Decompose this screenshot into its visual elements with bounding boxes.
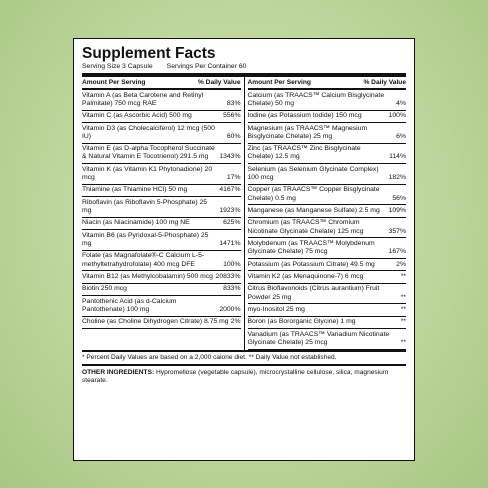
nutrient-row — [82, 317, 241, 329]
nutrient-name: myo-Inositol 25 mg — [247, 305, 305, 313]
nutrient-name: Folate (as Magnafolate®-C Calcium L-5-methyltetrahydrofolate) 400 mcg DFE — [82, 252, 205, 268]
nutrient-name: Niacin (as Niacinamide) 100 mg NE — [82, 219, 190, 227]
nutrient-daily-value: ** — [400, 293, 406, 301]
nutrient-daily-value: 1923% — [219, 206, 241, 214]
nutrient-name: Vitamin B12 (as Methylcobalamin) 500 mcg — [82, 272, 213, 280]
nutrient-daily-value: 4167% — [219, 186, 241, 194]
nutrient-row — [82, 197, 241, 218]
nutrient-name: Vitamin B6 (as Pyridoxal-5-Phosphate) 25 mg — [82, 231, 209, 247]
nutrient-name: Vitamin D3 (as Cholecalciferol) 12 mcg (500 IU) — [82, 124, 215, 140]
nutrient-daily-value: 556% — [223, 112, 241, 120]
right-column-header — [248, 77, 407, 90]
nutrient-row — [248, 304, 407, 316]
nutrient-daily-value: 100% — [223, 260, 241, 268]
panel-title: Supplement Facts — [82, 45, 216, 62]
nutrient-daily-value: ** — [400, 318, 406, 326]
nutrient-daily-value: 114% — [389, 153, 406, 161]
nutrient-name: Choline (as Choline Dihydrogen Citrate) 8.75 mg — [82, 318, 229, 326]
nutrient-daily-value: 83% — [226, 99, 241, 107]
nutrient-daily-value: 60% — [226, 132, 241, 140]
nutrient-name: Molybdenum (as TRAACS™ Molybdenum Glycinate Chelate) 75 mcg — [247, 239, 375, 256]
nutrient-daily-value: 100% — [388, 112, 406, 120]
other-ingredients-label: OTHER INGREDIENTS: — [82, 368, 155, 376]
nutrient-row — [82, 164, 241, 185]
nutrient-name: Potassium (as Potassium Citrate) 49.5 mg — [247, 260, 375, 268]
left-column-header — [82, 77, 241, 90]
nutrient-daily-value: 17% — [226, 173, 241, 181]
nutrient-row — [248, 144, 407, 165]
nutrient-daily-value: 833% — [223, 285, 241, 293]
nutrient-daily-value: 56% — [392, 194, 406, 202]
nutrient-name: Selenium (as Selenium Glycinate Complex) 100 mcg — [247, 165, 379, 181]
nutrient-daily-value: ** — [400, 338, 406, 346]
nutrient-row — [248, 238, 407, 259]
nutrient-daily-value: 2% — [230, 318, 241, 326]
serving-info — [82, 62, 406, 71]
nutrient-name: Citrus Bioflavonoids (Citrus aurantium) Fruit Powder 25 mg — [247, 285, 380, 301]
nutrient-row — [82, 218, 241, 230]
nutrient-columns — [82, 77, 406, 350]
nutrient-row — [82, 144, 241, 165]
other-ingredients — [82, 366, 406, 386]
nutrient-row — [82, 111, 241, 123]
right-nutrient-list — [248, 90, 407, 350]
nutrient-row — [248, 205, 407, 217]
nutrient-name: Boron (as Bororganic Glycine) 1 mg — [247, 318, 356, 326]
nutrient-row — [82, 296, 241, 317]
nutrient-row — [248, 218, 407, 239]
nutrient-name: Magnesium (as TRAACS™ Magnesium Bisglycinate Chelate) 25 mg — [247, 124, 368, 140]
nutrient-daily-value: 109% — [388, 206, 406, 214]
nutrient-row — [248, 329, 407, 350]
other-ingredients-text: Hypromellose (vegetable capsule), microcrystalline cellulose, silica, magnesium stearate. — [82, 368, 389, 385]
nutrient-name: Riboflavin (as Riboflavin 5-Phosphate) 25 mg — [82, 198, 208, 214]
nutrient-daily-value: 1471% — [219, 239, 241, 247]
nutrient-name: Vanadium (as TRAACS™ Vanadium Nicotinate Glycinate Chelate) 25 mcg — [247, 330, 390, 346]
nutrient-daily-value: ** — [400, 305, 406, 313]
nutrient-row — [82, 185, 241, 197]
nutrient-daily-value: 2000% — [219, 305, 241, 313]
right-column — [245, 77, 407, 350]
left-nutrient-list — [82, 90, 241, 329]
nutrient-row — [82, 284, 241, 296]
nutrient-row — [248, 284, 407, 305]
daily-value-header: % Daily Value — [363, 79, 406, 86]
nutrient-row — [248, 164, 407, 185]
nutrient-name: Zinc (as TRAACS™ Zinc Bisglycinate Chelate) 12.5 mg — [247, 145, 361, 161]
daily-value-header: % Daily Value — [197, 79, 241, 86]
daily-value-footnote: * Percent Daily Values are based on a 2,000 calorie diet. ** Daily Value not established. — [82, 350, 406, 366]
nutrient-daily-value: 625% — [223, 219, 241, 227]
nutrient-daily-value: 1343% — [219, 153, 241, 161]
nutrient-name: Biotin 250 mcg — [82, 285, 127, 293]
nutrient-name: Calcium (as TRAACS™ Calcium Bisglycinate Chelate) 50 mg — [247, 91, 385, 107]
left-column — [82, 77, 245, 350]
nutrient-name: Vitamin E (as D-alpha Tocopherol Succinate & Natural Vitamin E Tocotrienol) 291.5 mg — [82, 145, 215, 161]
nutrient-daily-value: 20833% — [215, 272, 241, 280]
nutrient-name: Pantothenic Acid (as d-Calcium Pantothenate) 100 mg — [82, 297, 177, 313]
nutrient-row — [248, 259, 407, 271]
nutrient-name: Copper (as TRAACS™ Copper Bisglycinate Chelate) 0.5 mg — [247, 186, 380, 202]
nutrient-name: Vitamin K2 (as Menaquinone-7) 6 mcg — [247, 272, 364, 280]
nutrient-daily-value: 357% — [388, 227, 406, 235]
nutrient-row — [82, 90, 241, 111]
nutrient-row — [82, 230, 241, 251]
nutrient-row — [82, 123, 241, 144]
nutrient-row — [248, 317, 407, 329]
nutrient-name: Thiamine (as Thiamine HCl) 50 mg — [82, 186, 188, 194]
nutrient-name: Chromium (as TRAACS™ Chromium Nicotinate Glycinate Chelate) 125 mcg — [247, 219, 364, 235]
nutrient-name: Manganese (as Manganese Sulfate) 2.5 mg — [247, 206, 380, 214]
nutrient-row — [248, 123, 407, 144]
nutrient-daily-value: 167% — [388, 248, 406, 256]
nutrient-name: Vitamin A (as Beta Carotene and Retinyl Palmitate) 750 mcg RAE — [82, 91, 204, 107]
nutrient-row — [248, 111, 407, 123]
nutrient-daily-value: ** — [400, 272, 406, 280]
nutrient-name: Vitamin C (as Ascorbic Acid) 500 mg — [82, 112, 192, 120]
nutrient-daily-value: 4% — [396, 99, 406, 107]
nutrient-daily-value: 2% — [396, 260, 406, 268]
nutrient-row — [248, 185, 407, 206]
nutrient-row — [82, 271, 241, 283]
serving-size: Serving Size 3 Capsule — [82, 63, 153, 70]
nutrient-daily-value: 6% — [396, 132, 406, 140]
amount-per-serving-header: Amount Per Serving — [247, 79, 311, 86]
nutrient-name: Iodine (as Potassium Iodide) 150 mcg — [247, 112, 362, 120]
supplement-facts-panel — [73, 38, 415, 461]
servings-per-container: Servings Per Container 60 — [166, 63, 247, 70]
nutrient-row — [248, 271, 407, 283]
nutrient-name: Vitamin K (as Vitamin K1 Phytonadione) 20 mcg — [82, 165, 213, 181]
nutrient-row — [82, 251, 241, 272]
nutrient-row — [248, 90, 407, 111]
amount-per-serving-header: Amount Per Serving — [82, 79, 146, 86]
nutrient-daily-value: 182% — [388, 173, 406, 181]
